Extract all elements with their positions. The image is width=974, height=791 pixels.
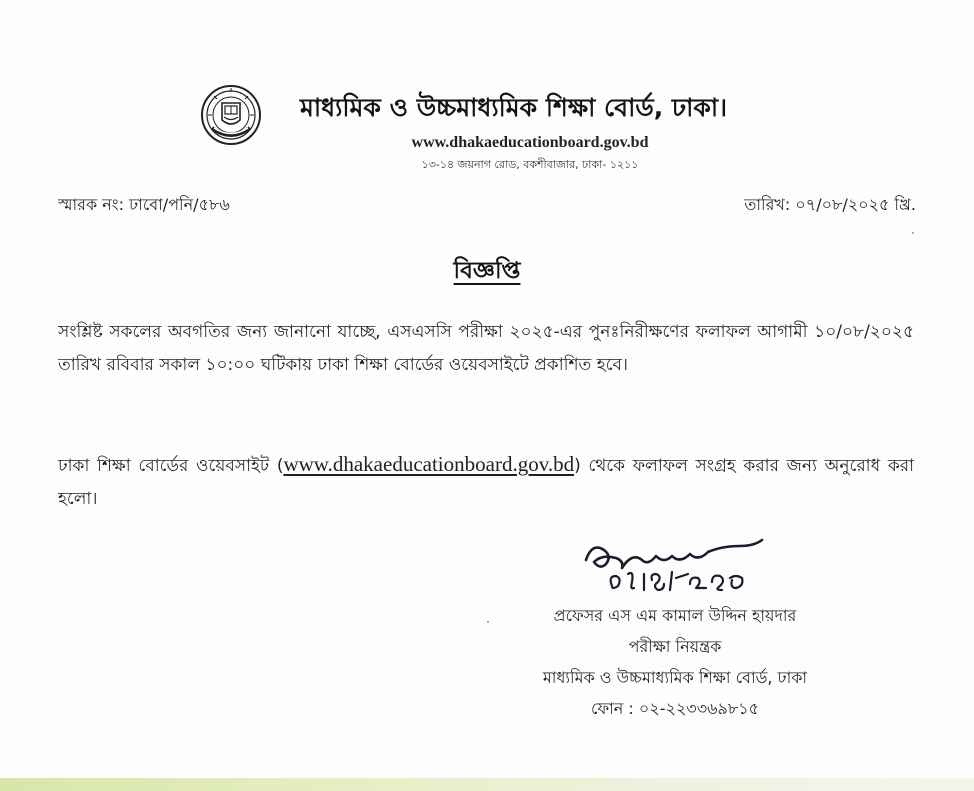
signatory-phone: ফোন : ০২-২২৩৩৬৯৮১৫ (590, 699, 760, 718)
notice-paragraph-1: সংশ্লিষ্ট সকলের অবগতির জন্য জানানো যাচ্ছে, এসএসসি পরীক্ষা ২০২৫-এর পুনঃনিরীক্ষণের ফলাফল আগামী ১০/০৮/২০২৫ তারিখ রবিবার সকাল ১০:০০ ঘটিকায় ঢাকা শিক্ষা বোর্ডের ওয়েবসাইটে প্রকাশিত হবে। (58, 322, 914, 375)
scan-speck (912, 232, 914, 234)
scan-speck (487, 621, 489, 623)
header-website: www.dhakaeducationboard.gov.bd (411, 134, 649, 151)
signatory-designation: পরীক্ষা নিয়ন্ত্রক (628, 637, 722, 656)
signatory-office: মাধ্যমিক ও উচ্চমাধ্যমিক শিক্ষা বোর্ড, ঢাকা (542, 668, 808, 687)
website-link[interactable]: www.dhakaeducationboard.gov.bd (283, 452, 575, 476)
para2-text-after: ) থেকে ফলাফল সংগ্রহ করার জন্য অনুরোধ করা হলো। (58, 456, 914, 509)
notice-date: তারিখ: ০৭/০৮/২০২৫ খ্রি. (744, 195, 916, 214)
board-seal-icon (200, 84, 262, 146)
notice-heading-text: বিজ্ঞপ্তি (453, 258, 521, 284)
para2-text-before: ঢাকা শিক্ষা বোর্ডের ওয়েবসাইট ( (58, 456, 284, 476)
header-address: ১৩-১৪ জয়নাগ রোড, বকশীবাজার, ঢাকা- ১২১১ (421, 158, 639, 171)
signatory-block (480, 600, 870, 724)
handwritten-signature-icon (572, 534, 832, 604)
scan-edge-strip (0, 778, 974, 791)
notice-heading (0, 252, 974, 291)
signatory-name: প্রফেসর এস এম কামাল উদ্দিন হায়দার (553, 606, 797, 625)
memo-number: স্মারক নং: ঢাবো/পনি/৫৮৬ (58, 195, 230, 214)
notice-paragraph-2 (58, 448, 914, 516)
letterhead (0, 78, 974, 178)
board-title: মাধ্যমিক ও উচ্চমাধ্যমিক শিক্ষা বোর্ড, ঢাকা। (300, 93, 728, 122)
